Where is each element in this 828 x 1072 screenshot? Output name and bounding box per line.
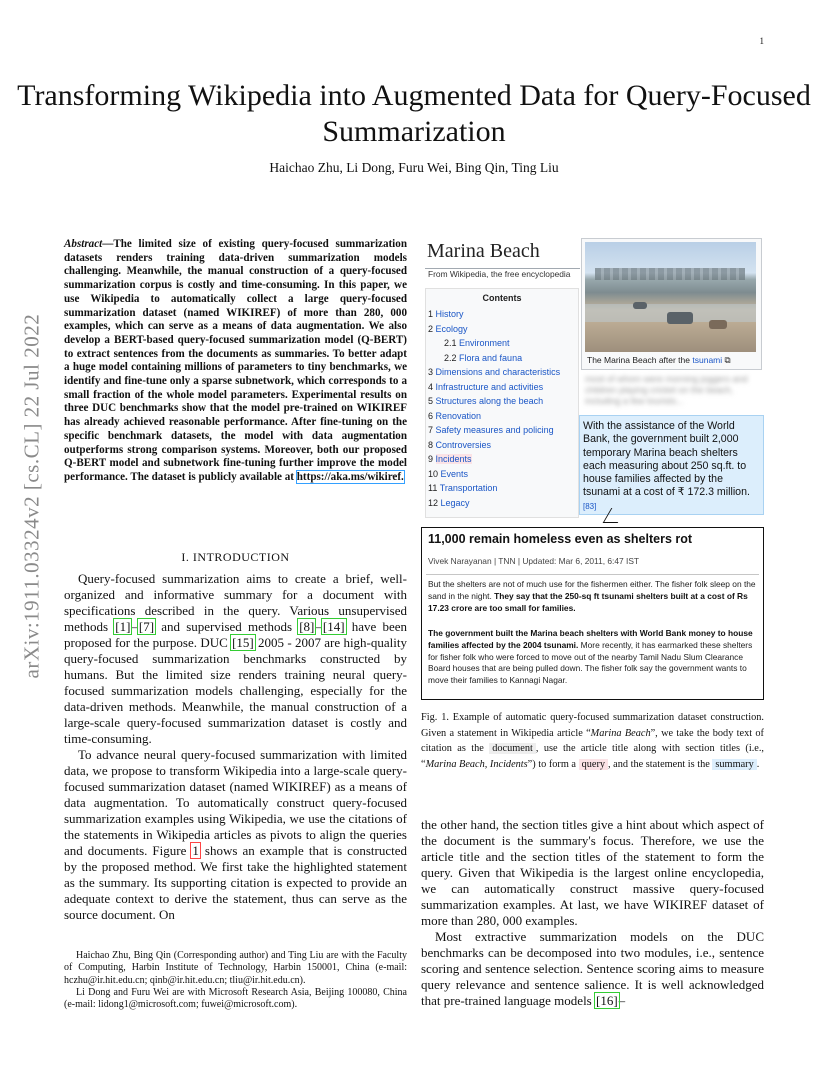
enlarge-icon[interactable]: ⧉ bbox=[724, 355, 731, 365]
figure-caption: Fig. 1. Example of automatic query-focused summarization dataset construction. Given a statement in Wikipedia article “Marina Beach”, we take the body text of citation as the document , use the article title along with section titles (i.e., “Marina Beach, Incidents”) to form a query , and the statement is the summary . bbox=[421, 712, 764, 770]
article-byline: Vivek Narayanan | TNN | Updated: Mar 6, 2011, 6:47 IST bbox=[428, 556, 640, 566]
toc-number: 10 bbox=[428, 468, 439, 479]
photo-vehicle bbox=[633, 302, 647, 309]
toc-item[interactable] bbox=[444, 353, 522, 363]
citation-link[interactable]: [16] bbox=[596, 993, 618, 1008]
right-paragraph-2: Most extractive summarization models on the DUC benchmarks can be decomposed into two modules, i.e., sentence scoring and sentence selection. Sentence scoring aims to measure query relevance and sentence salience. It is well acknowledged that pre-trained language models [16]– bbox=[421, 929, 764, 1008]
toc-number: 6 bbox=[428, 410, 434, 421]
toc-number: 11 bbox=[428, 483, 438, 493]
toc-label[interactable]: Events bbox=[440, 468, 469, 479]
abstract-lead: Abstract bbox=[64, 238, 103, 250]
document-highlight: document bbox=[489, 743, 536, 754]
toc-number: 1 bbox=[428, 309, 434, 319]
wiki-title: Marina Beach bbox=[427, 240, 540, 262]
page-number: 1 bbox=[759, 36, 764, 46]
toc-label[interactable]: Environment bbox=[459, 338, 510, 348]
summary-highlight-label: summary bbox=[712, 759, 756, 770]
toc-label[interactable]: Flora and fauna bbox=[459, 352, 523, 363]
toc-item[interactable] bbox=[428, 324, 468, 334]
paper-title: Transforming Wikipedia into Augmented Data for Query-Focused Summarization bbox=[17, 79, 811, 148]
toc-item[interactable] bbox=[428, 469, 468, 479]
footnote-paragraph: Li Dong and Furu Wei are with Microsoft Research Asia, Beijing 100080, China (e-mail: lidong1@microsoft.com; fuwei@microsoft.com). bbox=[64, 986, 407, 1011]
toc-item[interactable] bbox=[428, 454, 472, 464]
table-of-contents bbox=[425, 288, 579, 518]
photo-caption: The Marina Beach after the tsunami ⧉ bbox=[587, 355, 731, 365]
arxiv-stamp: arXiv:1911.03324v2 [cs.CL] 22 Jul 2022 bbox=[19, 313, 44, 679]
article-paragraph: The government built the Marina beach shelters with World Bank money to house families affected by the 2004 tsunami. More recently, it has earmarked these shelters for fisher folk who were forced to move out of the nearby Tamil Nadu Slum Clearance Board houses that are being pulled down. The fisher folk say the government wants to move their families to Kannagi Nagar. bbox=[428, 628, 753, 686]
wiki-subtitle: From Wikipedia, the free encyclopedia bbox=[428, 269, 571, 279]
toc-number: 12 bbox=[428, 497, 439, 508]
toc-heading: Contents bbox=[482, 293, 522, 303]
query-highlight: query bbox=[579, 759, 608, 770]
toc-item[interactable] bbox=[428, 483, 497, 493]
toc-number: 2 bbox=[428, 323, 434, 334]
photo-buildings bbox=[595, 268, 745, 280]
blurred-text: most of whom were morning joggers and children playing cricket on the beach, including a few tourists... bbox=[585, 374, 748, 406]
toc-item[interactable] bbox=[428, 498, 470, 508]
beach-photo bbox=[585, 242, 756, 352]
citation-link[interactable]: [14] bbox=[322, 619, 345, 634]
right-paragraph-1: the other hand, the section titles give a hint about which aspect of the document is the summary's focus. Therefore, we use the article title and the section titles of the statement to form the query. Given that Wikipedia is the largest online encyclopedia, we can automatically construct massive query-focused summarization examples. At last, we have WIKIREF dataset of more than 280, 000 examples. bbox=[421, 817, 764, 928]
toc-label[interactable]: History bbox=[435, 309, 464, 319]
article-paragraph: But the shelters are not of much use for the fishermen either. The fisher folk sleep on the sand in the night. They say that the 250-sq ft tsunami shelters built at a cost of Rs 17.23 crore are too small for families. bbox=[428, 579, 756, 613]
toc-number: 2.2 bbox=[444, 352, 457, 363]
toc-label[interactable]: Structures along the beach bbox=[435, 396, 544, 406]
toc-item[interactable] bbox=[428, 367, 560, 377]
section-title: I. INTRODUCTION bbox=[181, 550, 290, 564]
authors: Haichao Zhu, Li Dong, Furu Wei, Bing Qin, Ting Liu bbox=[269, 160, 559, 175]
toc-label[interactable]: Infrastructure and activities bbox=[435, 381, 544, 392]
toc-label[interactable]: Controversies bbox=[435, 439, 492, 450]
toc-item[interactable] bbox=[428, 411, 481, 421]
summary-highlight bbox=[579, 415, 764, 515]
tsunami-link[interactable]: tsunami bbox=[692, 355, 723, 365]
toc-number: 5 bbox=[428, 396, 434, 406]
toc-label[interactable]: Renovation bbox=[435, 410, 482, 421]
photo-vehicle bbox=[709, 320, 727, 329]
citation-link[interactable]: [15] bbox=[232, 635, 254, 650]
toc-label[interactable]: Legacy bbox=[440, 497, 470, 508]
wikipedia-figure bbox=[421, 238, 764, 520]
toc-label[interactable]: Ecology bbox=[435, 323, 468, 334]
toc-item[interactable] bbox=[428, 382, 543, 392]
article-divider bbox=[426, 574, 759, 575]
citation-link[interactable]: [8] bbox=[299, 619, 315, 634]
abstract bbox=[64, 238, 407, 485]
toc-label[interactable]: Incidents bbox=[435, 454, 472, 464]
toc-label[interactable]: Dimensions and characteristics bbox=[435, 367, 561, 377]
summary-statement: With the assistance of the World Bank, the government built 2,000 temporary Marina beach shelters each measuring about 250 sq.ft. to house families affected by the tsunami at a cost of ₹ 172.3 million.[83] bbox=[583, 420, 750, 511]
citation-link[interactable]: [7] bbox=[138, 619, 155, 634]
toc-number: 3 bbox=[428, 367, 434, 377]
footnote-paragraph: Haichao Zhu, Bing Qin (Corresponding author) and Ting Liu are with the Faculty of Computing, Harbin Institute of Technology, Harbin 150001, China (e-mail: hczhu@ir.hit.edu.cn; qinb@ir.hit.edu.cn; tliu@ir.hit.edu.cn). bbox=[64, 950, 407, 986]
toc-number: 9 bbox=[428, 454, 434, 464]
toc-item[interactable] bbox=[428, 309, 464, 319]
intro-paragraph-2: To advance neural query-focused summarization with limited data, we propose to transform Wikipedia into a large-scale query-focused summarization dataset (named WIKIREF) as a means of data augmentation. To automatically construct query-focused summarization examples using Wikipedia, we use the citations of the statements in Wikipedia articles as pivots to align the queries and documents. Figure 1 shows an example that is constructed by the proposed method. We first take the highlighted statement as the summary. Its supporting citation is expected to provide an adequate context to derive the statement, thus can serve as the source document. On bbox=[64, 747, 407, 922]
intro-left-column bbox=[64, 571, 407, 923]
photo-vehicle bbox=[667, 312, 693, 324]
dataset-link[interactable]: https://aka.ms/wikiref. bbox=[296, 470, 404, 483]
news-article bbox=[421, 527, 764, 700]
author-footnote bbox=[64, 950, 407, 1011]
abstract-text: —The limited size of existing query-focused summarization datasets renders training data-driven summarization models challenging. Meanwhile, the manual construction of a query-focused summarization corpus is costly and time-consuming. In this paper, we use Wikipedia to automatically collect a large query-focused summarization dataset (named WIKIREF) of more than 280, 000 examples, which can serve as a means of data augmentation. We also develop a BERT-based query-focused summarization model (Q-BERT) to extract sentences from the documents as summaries. To better adapt a huge model containing millions of parameters to tiny benchmarks, we identify and fine-tune only a sparse subnetwork, which corresponds to a small fraction of the whole model parameters. Experimental results on three DUC benchmarks show that the model pre-trained on WIKIREF has already achieved reasonable performance. After fine-tuning on the specific benchmark datasets, the model with data augmentation outperforms strong comparison systems. Moreover, both our proposed Q-BERT model and subnetwork fine-tuning further improve the model performance. The dataset is publicly available at bbox=[64, 238, 407, 483]
toc-label[interactable]: Transportation bbox=[439, 483, 498, 493]
reference-link[interactable]: [83] bbox=[583, 501, 597, 511]
figure-link[interactable]: 1 bbox=[192, 843, 199, 858]
toc-item[interactable] bbox=[428, 440, 491, 450]
toc-item[interactable] bbox=[428, 396, 543, 406]
article-headline: 11,000 remain homeless even as shelters rot bbox=[428, 532, 693, 546]
toc-item[interactable] bbox=[428, 425, 554, 435]
toc-item[interactable] bbox=[444, 338, 510, 348]
toc-number: 2.1 bbox=[444, 338, 457, 348]
intro-paragraph-1: Query-focused summarization aims to create a brief, well-organized and informative summary for a document with specifications described in the query. Various unsupervised methods [1]–[7] and supervised methods [8]–[14] have been proposed for the purpose. DUC [15] 2005 - 2007 are high-quality query-focused summarization benchmarks constructed by humans. But the limited size renders training neural query-focused summarization models challenging, especially for the data-driven methods. Meanwhile, the manual construction of a large-scale query-focused summarization dataset is costly and time-consuming. bbox=[64, 571, 407, 746]
intro-right-column bbox=[421, 817, 764, 1009]
citation-link[interactable]: [1] bbox=[115, 619, 131, 634]
toc-number: 4 bbox=[428, 381, 434, 392]
toc-number: 7 bbox=[428, 425, 434, 435]
toc-number: 8 bbox=[428, 439, 434, 450]
toc-label[interactable]: Safety measures and policing bbox=[435, 425, 554, 435]
